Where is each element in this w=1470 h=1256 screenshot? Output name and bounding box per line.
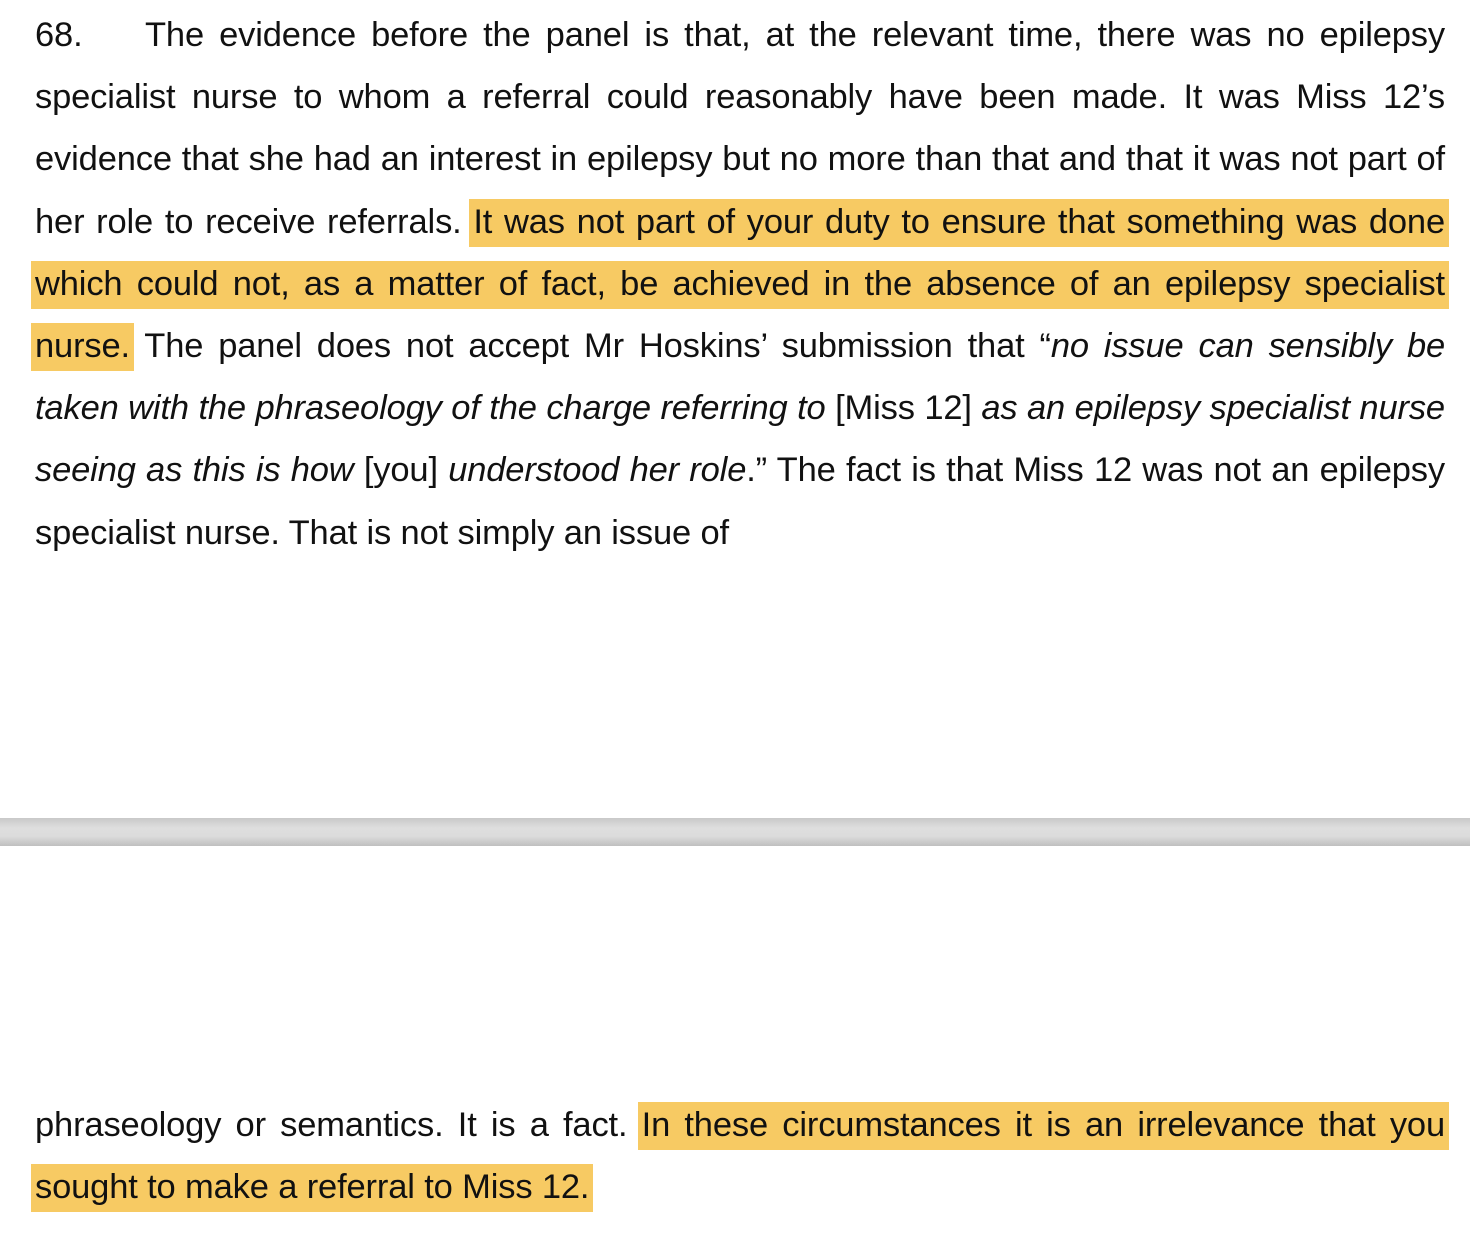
quote-italic-part-3: understood her role <box>448 451 747 490</box>
quote-italic-part-2: as an epilepsy specialist nurse seeing as this is how <box>35 389 1445 490</box>
sentence-fact-tail: .” The fact is that Miss 12 was not an epilepsy specialist nurse. That is not simply an issue of <box>35 451 1446 552</box>
page-separator <box>0 818 1470 846</box>
sentence-miss-12-evidence: It was Miss 12’s evidence that she had an interest in epilepsy but no more than that and that it was not part of her role to receive referrals. <box>35 78 1446 241</box>
quote-bracket-you: [you] <box>353 451 449 490</box>
sentence-submission-lead: The panel does not accept Mr Hoskins’ submission that “ <box>144 327 1051 366</box>
highlighted-sentence-duty: It was not part of your duty to ensure that something was done which could not, as a matter of fact, be achieved in the absence of an epilepsy specialist nurse. <box>31 199 1449 371</box>
paragraph-68-continued <box>35 1094 1445 1218</box>
document-page-bottom <box>0 846 1470 1256</box>
quote-italic-part-1: no issue can sensibly be taken with the phraseology of the charge referring to <box>35 327 1446 428</box>
highlighted-sentence-irrelevance: In these circumstances it is an irrelevance that you sought to make a referral to Miss 12. <box>31 1102 1449 1212</box>
quote-bracket-miss-12: [Miss 12] <box>825 389 982 428</box>
paragraph-68 <box>35 4 1445 564</box>
sentence-evidence: The evidence before the panel is that, at the relevant time, there was no epilepsy specialist nurse to whom a referral could reasonably have been made. <box>35 16 1445 117</box>
sentence-phraseology: phraseology or semantics. It is a fact. <box>35 1106 628 1144</box>
paragraph-number: 68. <box>35 16 83 54</box>
